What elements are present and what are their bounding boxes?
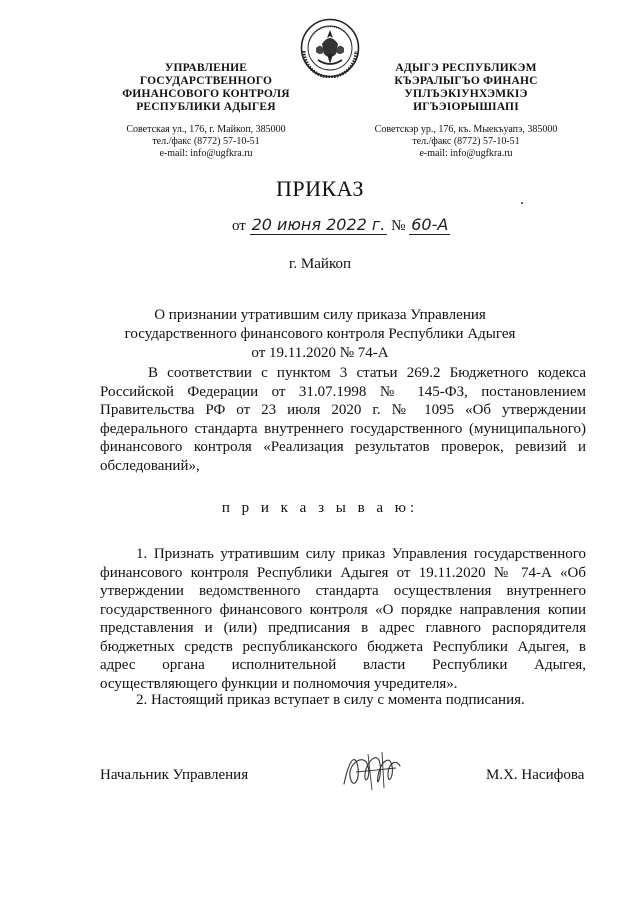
city: г. Майкоп bbox=[288, 256, 352, 272]
org-address-russian bbox=[96, 124, 316, 160]
stray-dot bbox=[521, 202, 523, 204]
email-line: e-mail: info@ugfkra.ru bbox=[419, 148, 513, 159]
org-address-adyghe bbox=[356, 124, 576, 160]
org-line: ГОСУДАРСТВЕННОГО bbox=[139, 75, 273, 87]
org-line: РЕСПУБЛИКИ АДЫГЕЯ bbox=[136, 101, 276, 113]
from-label: от bbox=[232, 218, 246, 234]
org-name-russian bbox=[96, 62, 316, 114]
document-title: ПРИКАЗ bbox=[275, 176, 365, 201]
preamble-paragraph: В соответствии с пунктом 3 статьи 269.2 Бюджетного кодекса Российской Федерации от 31.07.1998 № 145-ФЗ, постановлением Правительства РФ от 23 июля 2020 г. № 1095 «Об утверждении федерального стандарта внутреннего государственного (муниципального) финансового контроля «Реализация результатов проверок, ревизий и обследований», bbox=[100, 365, 586, 474]
org-line: ФИНАНСОВОГО КОНТРОЛЯ bbox=[122, 88, 290, 100]
order-number-handwritten: 60-А bbox=[411, 215, 449, 234]
org-line: АДЫГЭ РЕСПУБЛИКЭМ bbox=[395, 62, 537, 74]
address-line: Советскэр ур., 176, къ. Мыекъуапэ, 385000 bbox=[374, 124, 558, 135]
number-label: № bbox=[391, 218, 406, 234]
org-line: КЪЭРАЛЫГЪО ФИНАНС bbox=[394, 75, 538, 87]
order-date-handwritten: 20 июня 2022 г. bbox=[251, 215, 386, 234]
phone-line: тел./факс (8772) 57-10-51 bbox=[412, 136, 520, 147]
email-line: e-mail: info@ugfkra.ru bbox=[159, 148, 253, 159]
republic-adygea-emblem-icon bbox=[300, 18, 360, 78]
org-line: ИГЪЭIОРЫШIАПI bbox=[413, 101, 519, 113]
decree-word: п р и к а з ы в а ю: bbox=[221, 500, 419, 516]
handwritten-signature-icon bbox=[338, 746, 412, 794]
org-name-adyghe bbox=[356, 62, 576, 114]
order-item-2: 2. Настоящий приказ вступает в силу с момента подписания. bbox=[136, 692, 525, 708]
phone-line: тел./факс (8772) 57-10-51 bbox=[152, 136, 260, 147]
org-line: УПЛЪЭКIУНХЭМКIЭ bbox=[404, 88, 528, 100]
org-line: УПРАВЛЕНИЕ bbox=[164, 62, 248, 74]
signatory-name: М.Х. Насифова bbox=[486, 767, 585, 783]
order-date-number bbox=[232, 216, 450, 235]
order-item-1: 1. Признать утратившим силу приказ Управления государственного финансового контроля Республики Адыгея от 19.11.2020 № 74-А «Об утверждении ведомственного стандарта осуществления внутреннего государственного финансового контроля «О порядке направления копии представления и (или) предписания в адрес главного распорядителя бюджетных средств республиканского бюджета Республики Адыгея, в адрес органа исполнительной власти Республики Адыгея, осуществляющего функции и полномочия учредителя». bbox=[100, 546, 586, 692]
document-subject: О признании утратившим силу приказа Управления государственного финансового контроля Республики Адыгея от 19.11.2020 № 74-А bbox=[124, 307, 516, 361]
signatory-position: Начальник Управления bbox=[100, 767, 249, 783]
address-line: Советская ул., 176, г. Майкоп, 385000 bbox=[126, 124, 286, 135]
